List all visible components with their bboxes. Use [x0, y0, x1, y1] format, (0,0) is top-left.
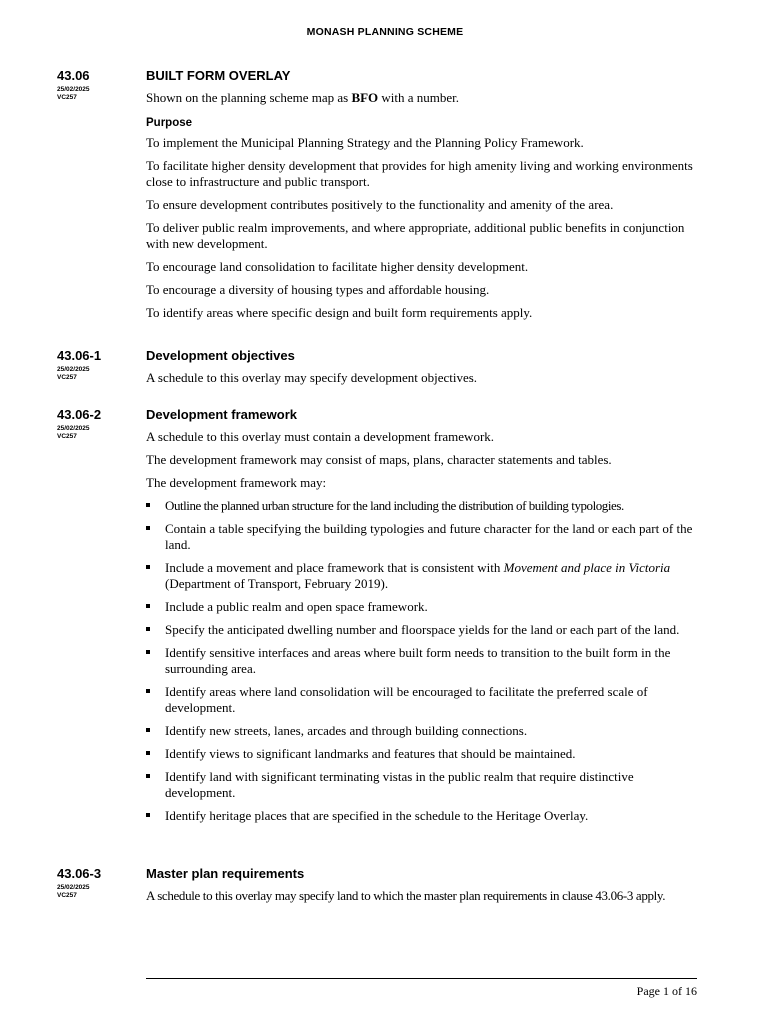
intro-prefix: Shown on the planning scheme map as [146, 90, 352, 105]
list-item [146, 498, 698, 514]
intro-text [146, 90, 698, 106]
clause-body [146, 429, 698, 831]
list-item-text: Outline the planned urban structure for the land including the distribution of building typologies. [165, 498, 624, 513]
bullet-icon [146, 627, 150, 631]
bullet-icon [146, 503, 150, 507]
bullet-icon [146, 689, 150, 693]
bullet-icon [146, 526, 150, 530]
purpose-item: To implement the Municipal Planning Strategy and the Planning Policy Framework. [146, 135, 584, 150]
list-item-text: Identify land with significant terminating vistas in the public realm that require distinctive development. [165, 769, 634, 800]
clause-amendment-info [57, 86, 90, 102]
list-item [146, 746, 698, 762]
list-item-text: Identify sensitive interfaces and areas where built form needs to transition to the built form in the surrounding area. [165, 645, 671, 676]
purpose-item: To ensure development contributes positively to the functionality and amenity of the area. [146, 197, 614, 212]
list-item-text: Identify areas where land consolidation will be encouraged to facilitate the preferred scale of development. [165, 684, 648, 715]
intro-code: BFO [351, 90, 379, 105]
clause-title: Development objectives [146, 348, 295, 363]
purpose-item: To encourage a diversity of housing types and affordable housing. [146, 282, 490, 297]
bullet-icon [146, 751, 150, 755]
clause-number: 43.06-1 [57, 348, 102, 363]
clause-title: BUILT FORM OVERLAY [146, 68, 291, 83]
clause-amendment-info [57, 366, 90, 382]
clause-text: The development framework may consist of maps, plans, character statements and tables. [146, 452, 612, 467]
page-number: Page 1 of 16 [636, 984, 697, 998]
clause-date: 25/02/2025 [57, 884, 90, 891]
clause-text: A schedule to this overlay may specify land to which the master plan requirements in clause 43.06-3 apply. [146, 888, 666, 903]
list-item [146, 684, 698, 716]
list-item-text: (Department of Transport, February 2019). [165, 576, 389, 591]
bullet-icon [146, 813, 150, 817]
clause-vc: VC257 [57, 892, 77, 899]
bullet-icon [146, 604, 150, 608]
list-item-text: Identify new streets, lanes, arcades and through building connections. [165, 723, 528, 738]
list-item [146, 808, 698, 824]
intro-suffix: with a number. [378, 90, 460, 105]
clause-vc: VC257 [57, 374, 77, 381]
list-item-text: Contain a table specifying the building typologies and future character for the land or each part of the land. [165, 521, 693, 552]
bullet-icon [146, 774, 150, 778]
purpose-item: To facilitate higher density development that provides for high amenity living and working environments close to infrastructure and public transport. [146, 158, 693, 189]
purpose-item: To encourage land consolidation to facilitate higher density development. [146, 259, 529, 274]
clause-number: 43.06 [57, 68, 90, 83]
clause-date: 25/02/2025 [57, 425, 90, 432]
clause-date: 25/02/2025 [57, 366, 90, 373]
clause-vc: VC257 [57, 433, 77, 440]
purpose-heading: Purpose [146, 117, 193, 129]
bullet-icon [146, 728, 150, 732]
clause-number: 43.06-3 [57, 866, 102, 881]
list-item [146, 622, 698, 638]
clause-title: Development framework [146, 407, 297, 422]
clause-text: A schedule to this overlay may specify development objectives. [146, 370, 478, 385]
list-item [146, 560, 698, 592]
clause-amendment-info [57, 884, 90, 900]
bullet-icon [146, 565, 150, 569]
framework-list [146, 498, 698, 824]
list-item-text: Include a public realm and open space framework. [165, 599, 428, 614]
list-item-text: Identify heritage places that are specified in the schedule to the Heritage Overlay. [165, 808, 589, 823]
clause-title: Master plan requirements [146, 866, 305, 881]
purpose-item: To deliver public realm improvements, and where appropriate, additional public benefits in conjunction with new development. [146, 220, 685, 251]
clause-text: The development framework may: [146, 475, 327, 490]
list-item [146, 599, 698, 615]
list-item [146, 521, 698, 553]
list-item [146, 645, 698, 677]
list-item [146, 769, 698, 801]
publication-title: Movement and place in Victoria [503, 560, 671, 575]
bullet-icon [146, 650, 150, 654]
list-item [146, 723, 698, 739]
clause-number: 43.06-2 [57, 407, 102, 422]
clause-body [146, 90, 698, 328]
clause-vc: VC257 [57, 94, 77, 101]
clause-date: 25/02/2025 [57, 86, 90, 93]
clause-body [146, 370, 698, 393]
purpose-item: To identify areas where specific design and built form requirements apply. [146, 305, 533, 320]
footer-divider [146, 978, 697, 979]
clause-text: A schedule to this overlay must contain a development framework. [146, 429, 495, 444]
list-item-text: Specify the anticipated dwelling number and floorspace yields for the land or each part of the land. [165, 622, 680, 637]
list-item-text: Include a movement and place framework that is consistent with [165, 560, 504, 575]
clause-body [146, 888, 698, 911]
clause-amendment-info [57, 425, 90, 441]
page-header: MONASH PLANNING SCHEME [306, 26, 464, 38]
list-item-text: Identify views to significant landmarks and features that should be maintained. [165, 746, 576, 761]
